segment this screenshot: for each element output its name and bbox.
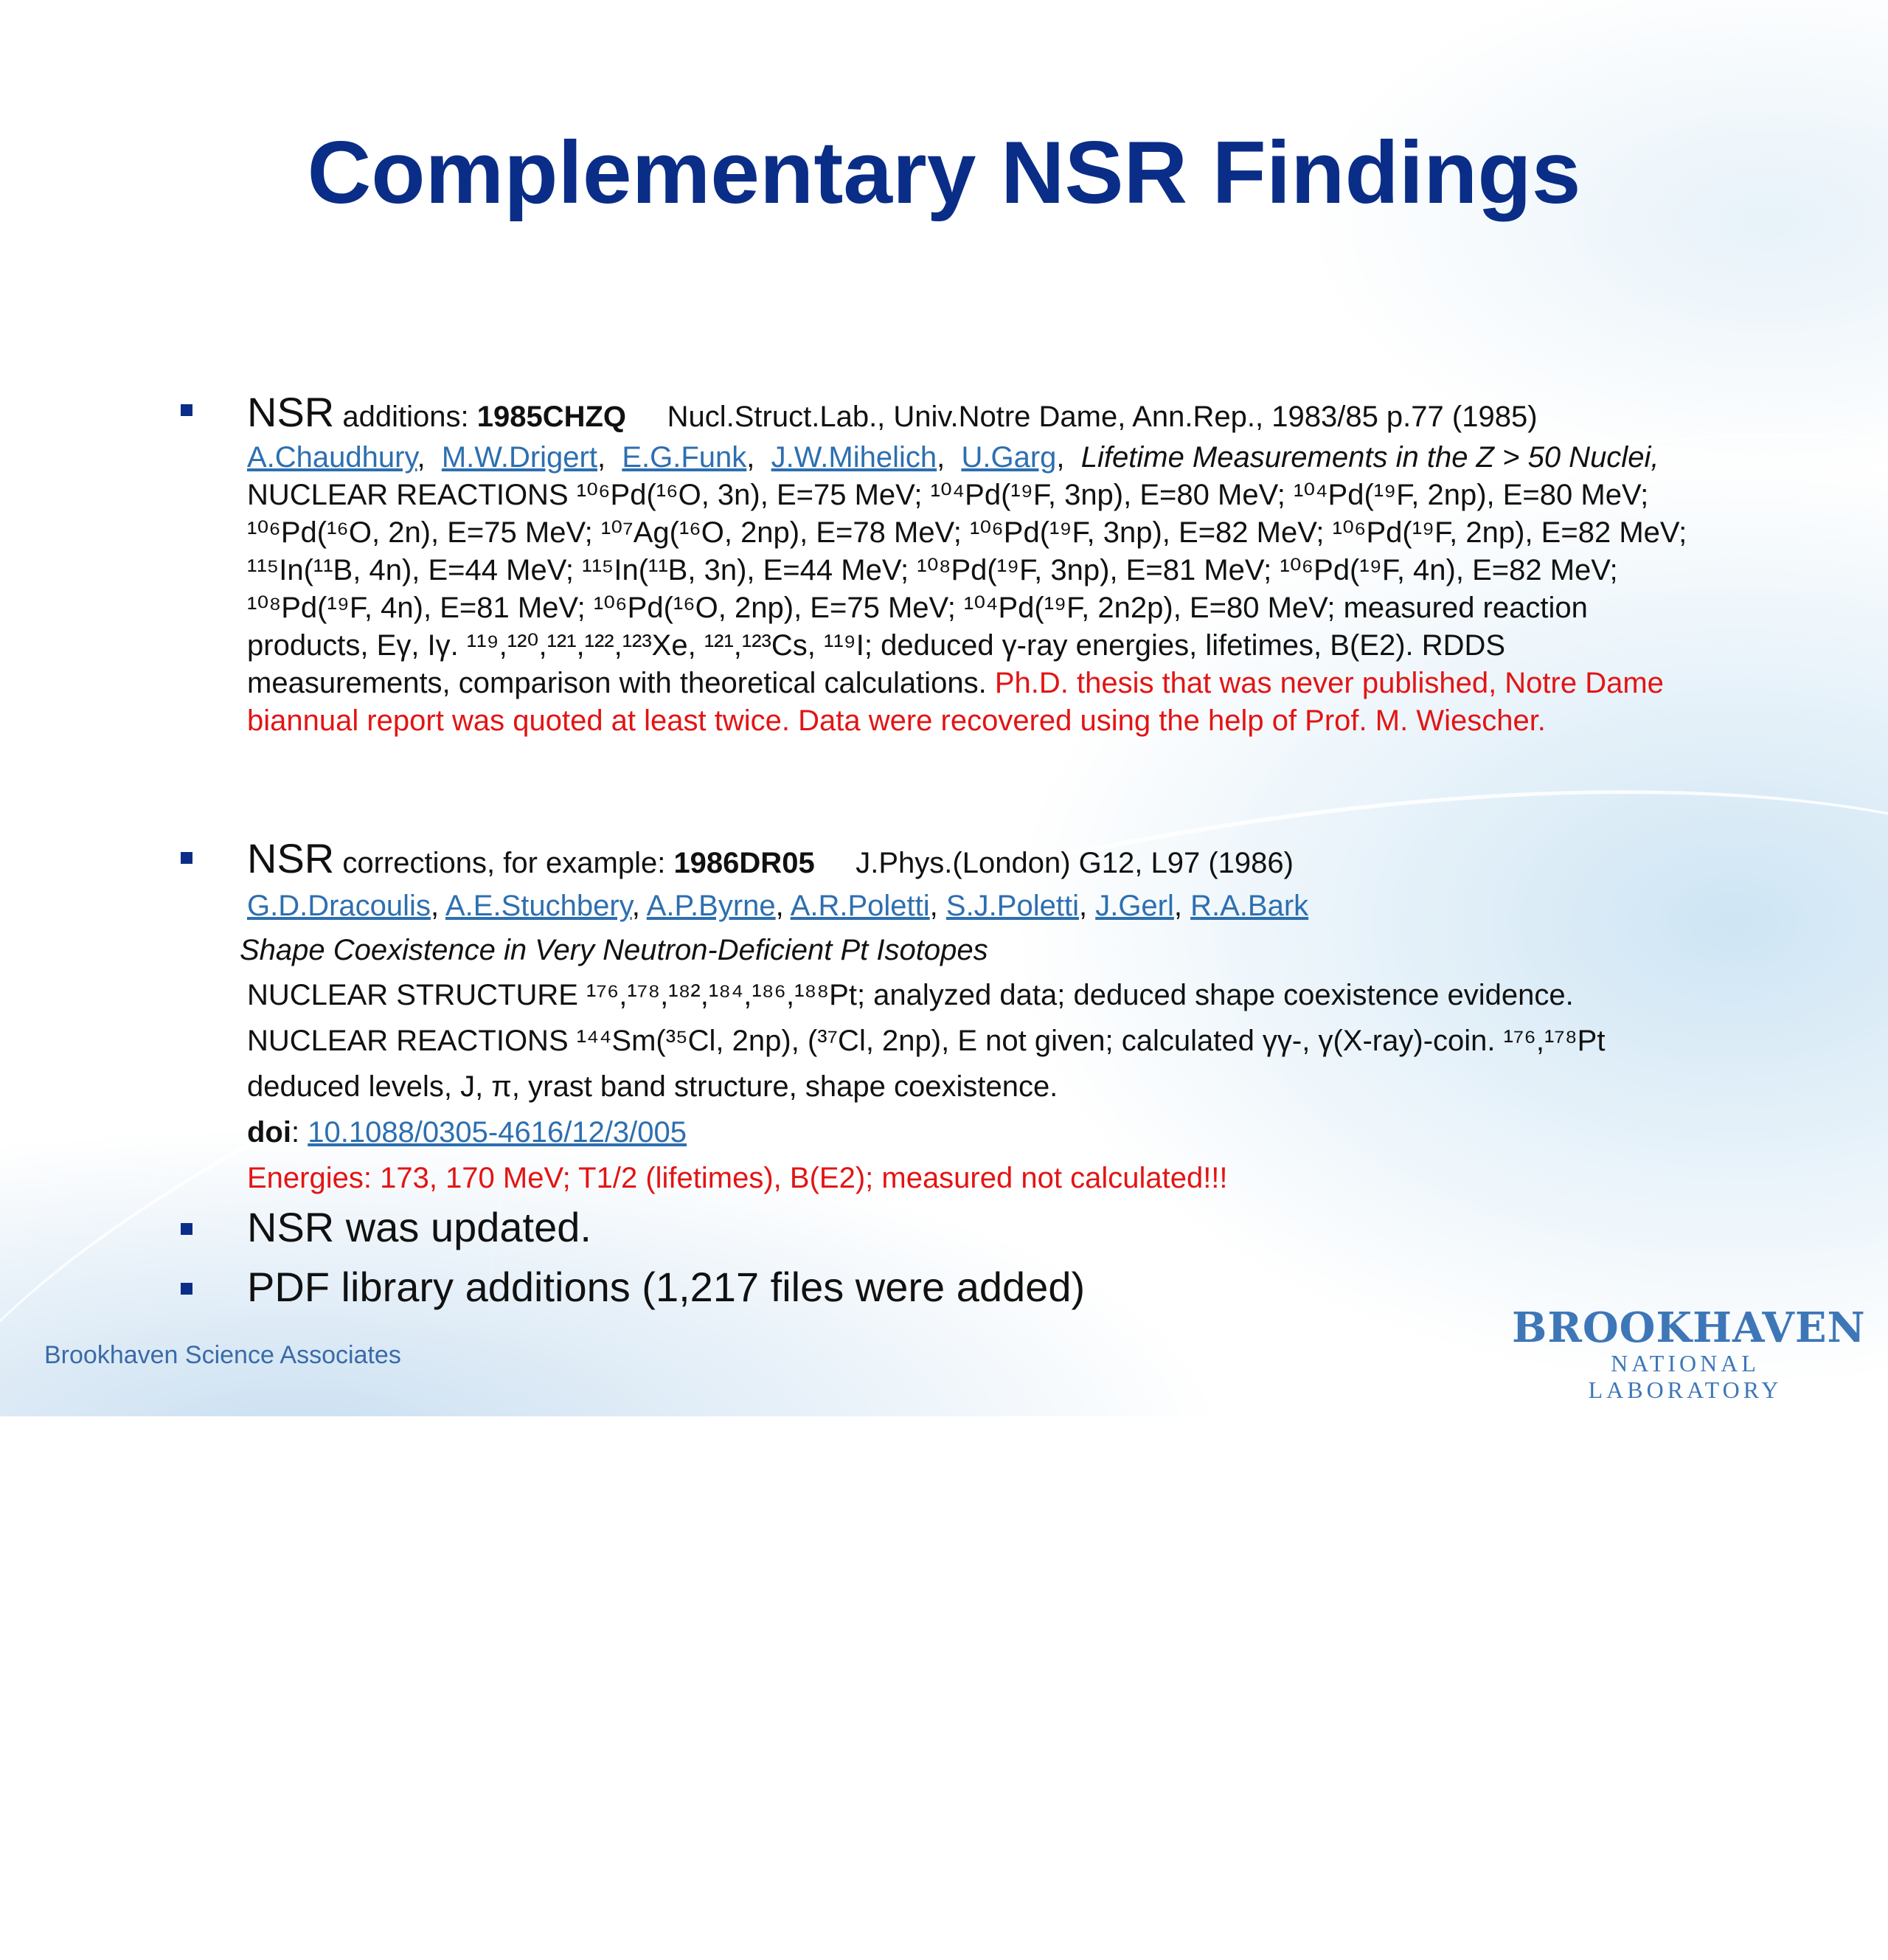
logo-subtitle: NATIONAL LABORATORY <box>1588 1350 1783 1403</box>
brookhaven-logo <box>1512 1303 1866 1403</box>
author-link[interactable]: U.Garg <box>961 441 1057 474</box>
author-link[interactable]: A.R.Poletti <box>790 890 930 922</box>
nsr-key: 1986DR05 <box>673 847 815 879</box>
paper-title: Shape Coexistence in Very Neutron-Deficient Pt Isotopes <box>240 934 988 966</box>
nsr-key: 1985CHZQ <box>476 401 627 433</box>
note: Energies: 173, 170 MeV; T1/2 (lifetimes), B(E2); measured not calculated!!! <box>247 1162 1228 1194</box>
bullet-lead: NSR <box>247 835 335 882</box>
nsr-updated-item: NSR was updated. <box>247 1204 591 1250</box>
nuclear-reactions: NUCLEAR REACTIONS ¹⁴⁴Sm(³⁵Cl, 2np), (³⁷Cl, 2np), E not given; calculated γγ-, γ(X-ray)-coin. ¹⁷⁶,¹⁷⁸Pt deduced levels, J, π, yrast band structure, shape coexistence. <box>247 1025 1606 1103</box>
bullet-marker <box>181 1223 192 1235</box>
bullet-label: corrections, for example: <box>342 847 666 879</box>
doi-label: doi <box>247 1116 291 1149</box>
pdf-library-item: PDF library additions (1,217 files were added) <box>247 1264 1086 1310</box>
reference: Nucl.Struct.Lab., Univ.Notre Dame, Ann.Rep., 1983/85 p.77 (1985) <box>667 401 1538 433</box>
bullet-marker <box>181 852 192 864</box>
slide-title: Complementary NSR Findings <box>307 123 1581 222</box>
nsr-additions-block: NSR additions: 1985CHZQ Nucl.Struct.Lab., Univ.Notre Dame, Ann.Rep., 1983/85 p.77 (1985) A.Chaudhury, M.W.Drigert, E.G.Funk, J.W.Mihelich, U.Garg, Lifetime Measurements in the Z > 50 Nuclei, NUCLEAR REACTIONS ¹⁰⁶Pd(¹⁶O, 3n), E=75 MeV; ¹⁰⁴Pd(¹⁹F, 3np), E=80 MeV; ¹⁰⁴Pd(¹⁹F, 2np), E=80 MeV; ¹⁰⁶Pd(¹⁶O, 2n), E=75 MeV; ¹⁰⁷Ag(¹⁶O, 2np), E=78 MeV; ¹⁰⁶Pd(¹⁹F, 3np), E=82 MeV; ¹⁰⁶Pd(¹⁹F, 2np), E=82 MeV; ¹¹⁵In(¹¹B, 4n), E=44 MeV; ¹¹⁵In(¹¹B, 3n), E=44 MeV; ¹⁰⁸Pd(¹⁹F, 3np), E=81 MeV; ¹⁰⁶Pd(¹⁹F, 4n), E=82 MeV; ¹⁰⁸Pd(¹⁹F, 4n), E=81 MeV; ¹⁰⁶Pd(¹⁶O, 2np), E=75 MeV; ¹⁰⁴Pd(¹⁹F, 2n2p), E=80 MeV; measured reaction products, Eγ, Iγ. ¹¹⁹,¹²⁰,¹²¹,¹²²,¹²³Xe, ¹²¹,¹²³Cs, ¹¹⁹I; deduced γ-ray energies, lifetimes, B(E2). RDDS measurements, comparison with theoretical calculations. Ph.D. thesis that was never published, Notre Dame biannual report was quoted at least twice. Data were recovered using the help of Prof. M. Wiescher. <box>247 389 1687 737</box>
author-link[interactable]: A.E.Stuchbery <box>445 890 632 922</box>
doi-link[interactable]: 10.1088/0305-4616/12/3/005 <box>308 1116 687 1149</box>
bullet-marker <box>181 404 192 416</box>
author-link[interactable]: A.Chaudhury <box>247 441 417 474</box>
author-link[interactable]: M.W.Drigert <box>441 441 597 474</box>
bullet-label: additions: <box>342 401 469 433</box>
paper-title: Lifetime Measurements in the Z > 50 Nuclei, <box>1080 441 1659 474</box>
author-link[interactable]: J.W.Mihelich <box>771 441 937 474</box>
bullet-marker <box>181 1283 192 1295</box>
author-link[interactable]: E.G.Funk <box>622 441 747 474</box>
author-link[interactable]: A.P.Byrne <box>646 890 776 922</box>
bullet-lead: NSR <box>247 389 335 435</box>
author-link[interactable]: J.Gerl <box>1095 890 1174 922</box>
author-link[interactable]: G.D.Dracoulis <box>247 890 431 922</box>
note: Ph.D. thesis that was never published, Notre Dame biannual report was quoted at least twice. Data were recovered using the help of Prof. M. Wiescher. <box>247 667 1664 737</box>
reference: J.Phys.(London) G12, L97 (1986) <box>856 847 1294 879</box>
logo-wordmark: BROOKHAVEN <box>1512 1303 1866 1352</box>
footer-text: Brookhaven Science Associates <box>44 1341 401 1369</box>
author-link[interactable]: S.J.Poletti <box>945 890 1079 922</box>
author-link[interactable]: R.A.Bark <box>1190 890 1309 922</box>
nuclear-reactions: NUCLEAR REACTIONS ¹⁰⁶Pd(¹⁶O, 3n), E=75 MeV; ¹⁰⁴Pd(¹⁹F, 3np), E=80 MeV; ¹⁰⁴Pd(¹⁹F, 2np), E=80 MeV; ¹⁰⁶Pd(¹⁶O, 2n), E=75 MeV; ¹⁰⁷Ag(¹⁶O, 2np), E=78 MeV; ¹⁰⁶Pd(¹⁹F, 3np), E=82 MeV; ¹⁰⁶Pd(¹⁹F, 2np), E=82 MeV; ¹¹⁵In(¹¹B, 4n), E=44 MeV; ¹¹⁵In(¹¹B, 3n), E=44 MeV; ¹⁰⁸Pd(¹⁹F, 3np), E=81 MeV; ¹⁰⁶Pd(¹⁹F, 4n), E=82 MeV; ¹⁰⁸Pd(¹⁹F, 4n), E=81 MeV; ¹⁰⁶Pd(¹⁶O, 2np), E=75 MeV; ¹⁰⁴Pd(¹⁹F, 2n2p), E=80 MeV; measured reaction products, Eγ, Iγ. ¹¹⁹,¹²⁰,¹²¹,¹²²,¹²³Xe, ¹²¹,¹²³Cs, ¹¹⁹I; deduced γ-ray energies, lifetimes, B(E2). RDDS measurements, comparison with theoretical calculations. <box>247 479 1687 699</box>
nsr-corrections-block: NSR corrections, for example: 1986DR05 J.Phys.(London) G12, L97 (1986) G.D.Dracoulis, A.E.Stuchbery, A.P.Byrne, A.R.Poletti, S.J.Poletti, J.Gerl, R.A.Bark Shape Coexistence in Very Neutron-Deficient Pt Isotopes NUCLEAR STRUCTURE ¹⁷⁶,¹⁷⁸,¹⁸²,¹⁸⁴,¹⁸⁶,¹⁸⁸Pt; analyzed data; deduced shape coexistence evidence. NUCLEAR REACTIONS ¹⁴⁴Sm(³⁵Cl, 2np), (³⁷Cl, 2np), E not given; calculated γγ-, γ(X-ray)-coin. ¹⁷⁶,¹⁷⁸Pt deduced levels, J, π, yrast band structure, shape coexistence. doi: 10.1088/0305-4616/12/3/005 Energies: 173, 170 MeV; T1/2 (lifetimes), B(E2); measured not calculated!!! <box>247 834 1715 1201</box>
nuclear-structure: NUCLEAR STRUCTURE ¹⁷⁶,¹⁷⁸,¹⁸²,¹⁸⁴,¹⁸⁶,¹⁸⁸Pt; analyzed data; deduced shape coexistence evidence. <box>247 979 1574 1011</box>
